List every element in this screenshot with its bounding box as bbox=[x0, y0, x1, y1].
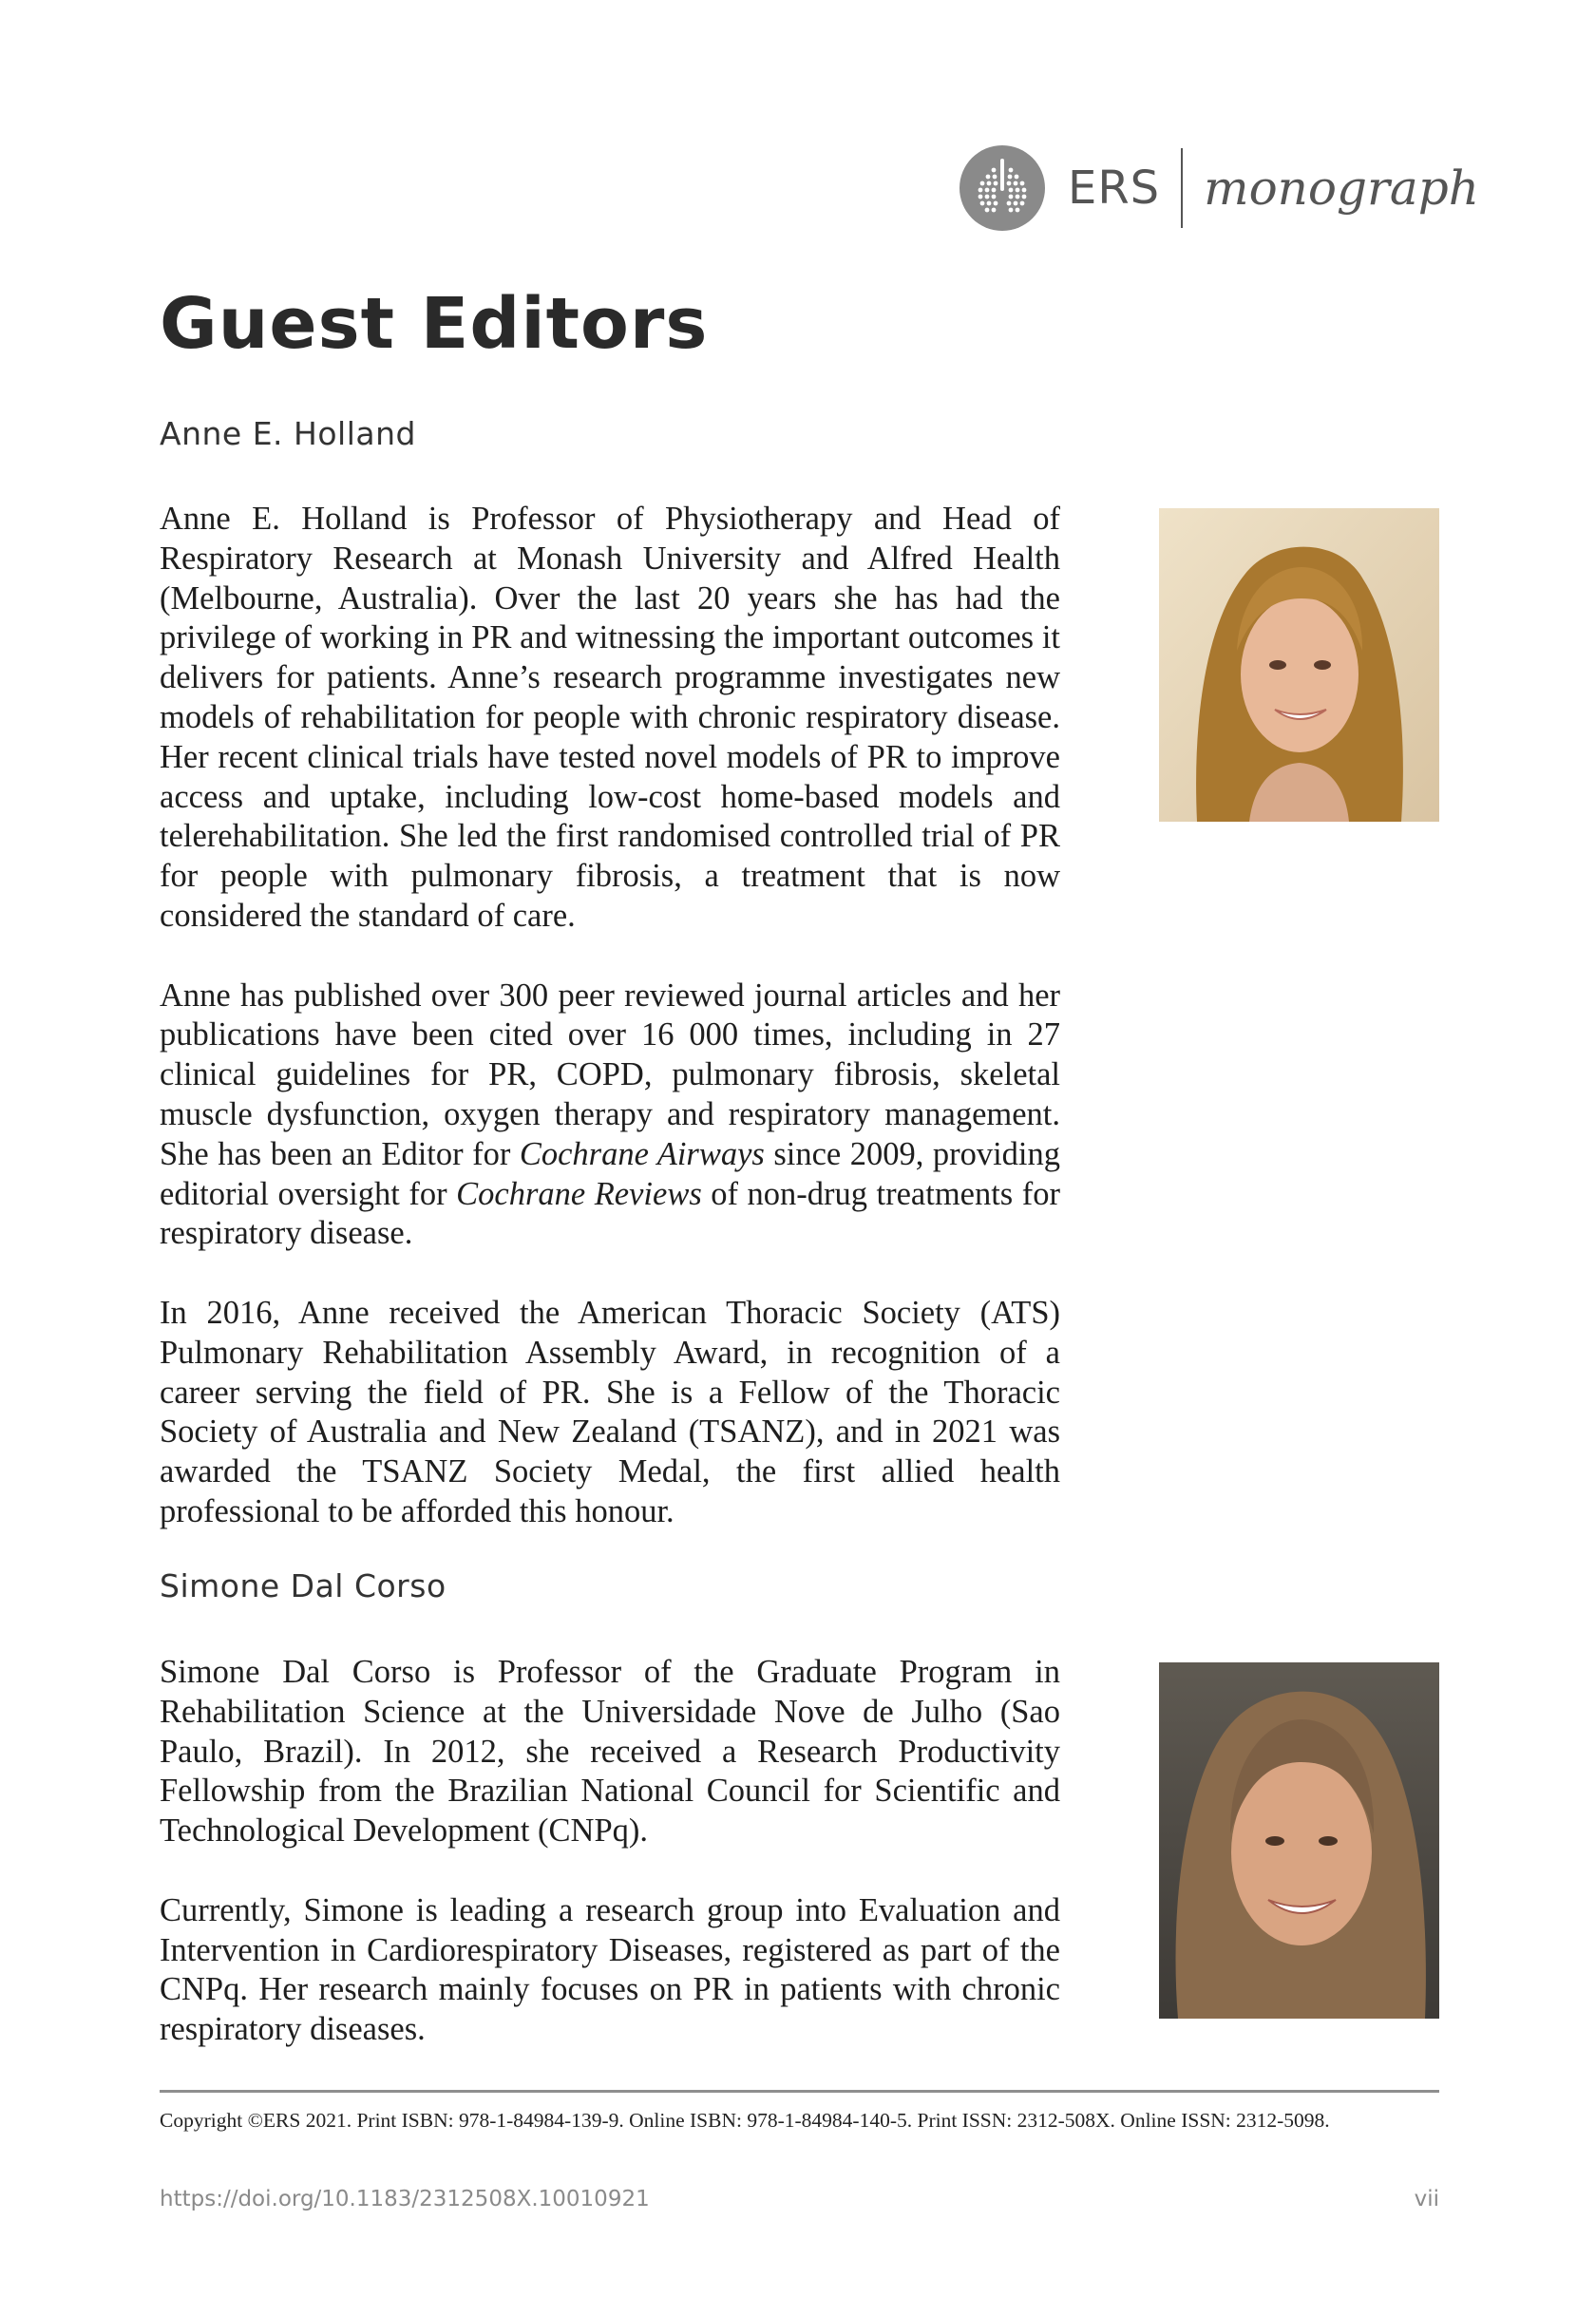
lung-icon bbox=[960, 145, 1045, 231]
bio-paragraph: Currently, Simone is leading a research group into Evaluation and Intervention in Cardiorespiratory Diseases, registered as part of the CNPq. Her research mainly focuses on PR in patients with chronic respiratory diseases. bbox=[160, 1891, 1060, 2048]
bio-paragraph: Anne E. Holland is Professor of Physiotherapy and Head of Respiratory Research at Monash University and Alfred Health (Melbourne, Australia). Over the last 20 years she has had the privilege of working in PR and witnessing the important outcomes it delivers for patients. Anne’s research programme investigates new models of rehabilitation for people with chronic respiratory disease. Her recent clinical trials have tested novel models of PR to improve access and uptake, including low-cost home-based models and telerehabilitation. She led the first randomised controlled trial of PR for people with pulmonary fibrosis, a treatment that is now considered the standard of care. bbox=[160, 501, 1060, 934]
bio-paragraph: In 2016, Anne received the American Thoracic Society (ATS) Pulmonary Rehabilitation Assembly Award, in recognition of a career serving the field of PR. She is a Fellow of the Thoracic Society of Australia and New Zealand (TSANZ), and in 2021 was awarded the TSANZ Society Medal, the first allied health professional to be afforded this honour. bbox=[160, 1294, 1060, 1529]
bio-paragraph: Simone Dal Corso is Professor of the Graduate Program in Rehabilitation Science at the Universidade Nove de Julho (Sao Paulo, Brazil). In 2012, she received a Research Productivity Fellowship from the Brazilian National Council for Scientific and Technological Development (CNPq). bbox=[160, 1654, 1060, 1850]
journal-name: Cochrane Reviews bbox=[456, 1175, 702, 1212]
page-title: Guest Editors bbox=[160, 283, 709, 365]
journal-name: Cochrane Airways bbox=[519, 1135, 765, 1172]
brand-text: ERS bbox=[1068, 161, 1161, 215]
doi-link[interactable]: https://doi.org/10.1183/2312508X.10010921 bbox=[160, 2187, 650, 2211]
editor-name: Simone Dal Corso bbox=[160, 1567, 446, 1604]
copyright-notice: Copyright ©ERS 2021. Print ISBN: 978-1-84984-139-9. Online ISBN: 978-1-84984-140-5. Print ISSN: 2312-508X. Online ISSN: 2312-5098. bbox=[160, 2109, 1330, 2132]
editor-bio bbox=[160, 1653, 1060, 2050]
editor-bio bbox=[160, 500, 1060, 1532]
ers-monograph-logo bbox=[960, 142, 1479, 234]
editor-name: Anne E. Holland bbox=[160, 415, 416, 452]
page-number: vii bbox=[1414, 2187, 1439, 2211]
editor-photo-anne-holland bbox=[1159, 508, 1439, 822]
bio-paragraph: Anne has published over 300 peer reviewed journal articles and her publications have been cited over 16 000 times, including in 27 clinical guidelines for PR, COPD, pulmonary fibrosis, skeletal muscle dysfunction, oxygen therapy and respiratory management. She has been an Editor for Cochrane Airways since 2009, providing editorial oversight for Cochrane Reviews of non-drug treatments for respiratory disease. bbox=[160, 977, 1061, 1252]
editor-photo-simone-dal-corso bbox=[1159, 1662, 1439, 2019]
logo-divider bbox=[1181, 148, 1183, 228]
brand-suffix-text: monograph bbox=[1204, 161, 1479, 216]
footer-divider bbox=[160, 2090, 1439, 2093]
